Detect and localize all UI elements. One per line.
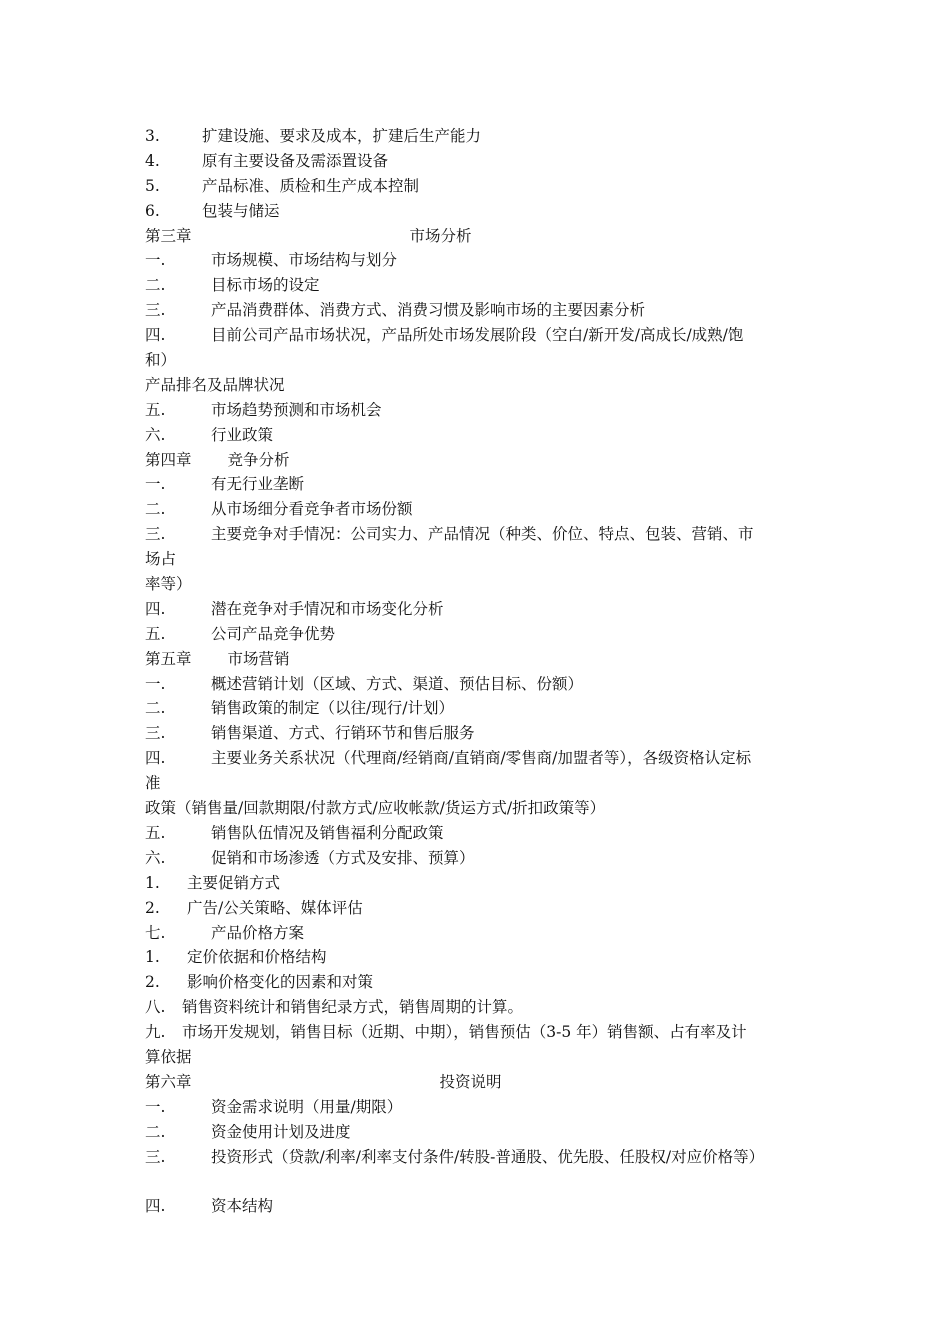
chapter-number: 第四章 <box>145 450 192 469</box>
item-number: 六. <box>145 848 166 867</box>
item-number: 1. <box>145 873 160 892</box>
chapter-heading <box>145 647 805 672</box>
chapter-heading <box>145 448 805 473</box>
item-text: 政策（销售量/回款期限/付款方式/应收帐款/货运方式/折扣政策等） <box>145 799 606 818</box>
chapter-number: 第六章 <box>145 1072 192 1091</box>
chapter-title: 市场营销 <box>227 649 290 668</box>
item-text: 资本结构 <box>211 1197 274 1216</box>
outline-item <box>145 970 805 995</box>
continuation-line <box>145 796 805 821</box>
item-text: 销售政策的制定（以往/现行/计划） <box>211 699 454 718</box>
item-text: 定价依据和价格结构 <box>187 948 327 967</box>
item-number: 四. <box>145 749 166 768</box>
item-text: 影响价格变化的因素和对策 <box>187 973 374 992</box>
outline-item <box>145 497 805 522</box>
item-text: 市场规模、市场结构与划分 <box>211 251 398 270</box>
item-text: 销售渠道、方式、行销环节和售后服务 <box>211 724 475 743</box>
outline-item <box>145 871 805 896</box>
outline-item <box>145 597 805 622</box>
item-text: 产品标准、质检和生产成本控制 <box>202 176 420 195</box>
outline-item <box>145 1194 805 1219</box>
continuation-line <box>145 771 805 796</box>
item-text: 目标市场的设定 <box>211 276 320 295</box>
outline-item <box>145 1120 805 1145</box>
outline-item <box>145 721 805 746</box>
item-number: 四. <box>145 599 166 618</box>
item-text: 和） <box>145 351 177 370</box>
continuation-line <box>145 547 805 572</box>
item-text: 行业政策 <box>211 425 274 444</box>
item-number: 一. <box>145 475 166 494</box>
continuation-line <box>145 572 805 597</box>
item-number: 2. <box>145 973 160 992</box>
continuation-line <box>145 373 805 398</box>
outline-item <box>145 1020 805 1045</box>
item-text: 包装与储运 <box>202 201 280 220</box>
chapter-title: 市场分析 <box>409 226 472 245</box>
item-text: 场占 <box>145 550 177 569</box>
document-body <box>145 124 805 1219</box>
item-text: 目前公司产品市场状况，产品所处市场发展阶段（空白/新开发/高成长/成熟/饱 <box>211 326 744 345</box>
item-text: 市场趋势预测和市场机会 <box>211 400 382 419</box>
item-number: 七. <box>145 923 166 942</box>
item-text: 有无行业垄断 <box>211 475 305 494</box>
item-number: 1. <box>145 948 160 967</box>
item-number: 五. <box>145 624 166 643</box>
item-text: 销售队伍情况及销售福利分配政策 <box>211 823 444 842</box>
outline-item <box>145 323 805 348</box>
item-number: 6. <box>145 201 160 220</box>
item-text: 投资形式（贷款/利率/利率支付条件/转股-普通股、优先股、任股权/对应价格等） <box>211 1147 765 1166</box>
chapter-heading <box>145 224 805 249</box>
item-number: 五. <box>145 400 166 419</box>
item-text: 潜在竞争对手情况和市场变化分析 <box>211 599 444 618</box>
item-text: 原有主要设备及需添置设备 <box>202 151 389 170</box>
outline-item <box>145 921 805 946</box>
outline-item <box>145 174 805 199</box>
blank-line <box>145 1169 805 1194</box>
item-text: 销售资料统计和销售纪录方式，销售周期的计算。 <box>182 998 524 1017</box>
item-number: 5. <box>145 176 160 195</box>
item-number: 六. <box>145 425 166 444</box>
item-text: 准 <box>145 774 161 793</box>
item-text: 主要竞争对手情况：公司实力、产品情况（种类、价位、特点、包装、营销、市 <box>211 525 754 544</box>
outline-item <box>145 696 805 721</box>
chapter-number: 第三章 <box>145 226 192 245</box>
item-number: 二. <box>145 276 166 295</box>
item-number: 二. <box>145 699 166 718</box>
item-text: 率等） <box>145 575 192 594</box>
item-number: 4. <box>145 151 160 170</box>
item-number: 二. <box>145 1122 166 1141</box>
item-number: 一. <box>145 251 166 270</box>
outline-item <box>145 124 805 149</box>
outline-item <box>145 1145 805 1170</box>
item-number: 四. <box>145 326 166 345</box>
chapter-number: 第五章 <box>145 649 192 668</box>
outline-item <box>145 945 805 970</box>
outline-item <box>145 472 805 497</box>
chapter-heading <box>145 1070 805 1095</box>
chapter-title: 竞争分析 <box>227 450 290 469</box>
item-number: 八. <box>145 998 166 1017</box>
outline-item <box>145 622 805 647</box>
item-number: 三. <box>145 1147 166 1166</box>
item-text: 主要业务关系状况（代理商/经销商/直销商/零售商/加盟者等），各级资格认定标 <box>211 749 752 768</box>
outline-item <box>145 896 805 921</box>
item-text: 算依据 <box>145 1047 192 1066</box>
item-number: 二. <box>145 500 166 519</box>
item-text: 扩建设施、要求及成本，扩建后生产能力 <box>202 127 482 145</box>
item-number: 五. <box>145 823 166 842</box>
chapter-title: 投资说明 <box>439 1072 502 1091</box>
outline-item <box>145 522 805 547</box>
item-text: 产品价格方案 <box>211 923 305 942</box>
item-number: 三. <box>145 724 166 743</box>
outline-item <box>145 746 805 771</box>
outline-item <box>145 149 805 174</box>
item-number: 四. <box>145 1197 166 1216</box>
item-number: 3. <box>145 127 160 145</box>
item-number: 一. <box>145 1097 166 1116</box>
outline-item <box>145 298 805 323</box>
item-text: 市场开发规划，销售目标（近期、中期），销售预估（3-5 年）销售额、占有率及计 <box>182 1023 747 1042</box>
outline-item <box>145 846 805 871</box>
outline-item <box>145 821 805 846</box>
item-text: 主要促销方式 <box>187 873 281 892</box>
outline-item <box>145 248 805 273</box>
item-number: 三. <box>145 301 166 320</box>
continuation-line <box>145 1045 805 1070</box>
item-number: 三. <box>145 525 166 544</box>
outline-item <box>145 672 805 697</box>
item-text: 资金需求说明（用量/期限） <box>211 1097 403 1116</box>
item-number: 2. <box>145 898 160 917</box>
item-text: 公司产品竞争优势 <box>211 624 336 643</box>
outline-item <box>145 1095 805 1120</box>
item-text: 产品消费群体、消费方式、消费习惯及影响市场的主要因素分析 <box>211 301 646 320</box>
outline-item <box>145 273 805 298</box>
item-text: 资金使用计划及进度 <box>211 1122 351 1141</box>
item-text: 产品排名及品牌状况 <box>145 375 285 394</box>
outline-item <box>145 199 805 224</box>
item-text: 从市场细分看竞争者市场份额 <box>211 500 413 519</box>
continuation-line <box>145 348 805 373</box>
outline-item <box>145 995 805 1020</box>
outline-item <box>145 398 805 423</box>
item-text: 促销和市场渗透（方式及安排、预算） <box>211 848 475 867</box>
item-number: 九. <box>145 1023 166 1042</box>
item-number: 一. <box>145 674 166 693</box>
outline-item <box>145 423 805 448</box>
item-text: 广告/公关策略、媒体评估 <box>187 898 363 917</box>
item-text: 概述营销计划（区域、方式、渠道、预估目标、份额） <box>211 674 584 693</box>
